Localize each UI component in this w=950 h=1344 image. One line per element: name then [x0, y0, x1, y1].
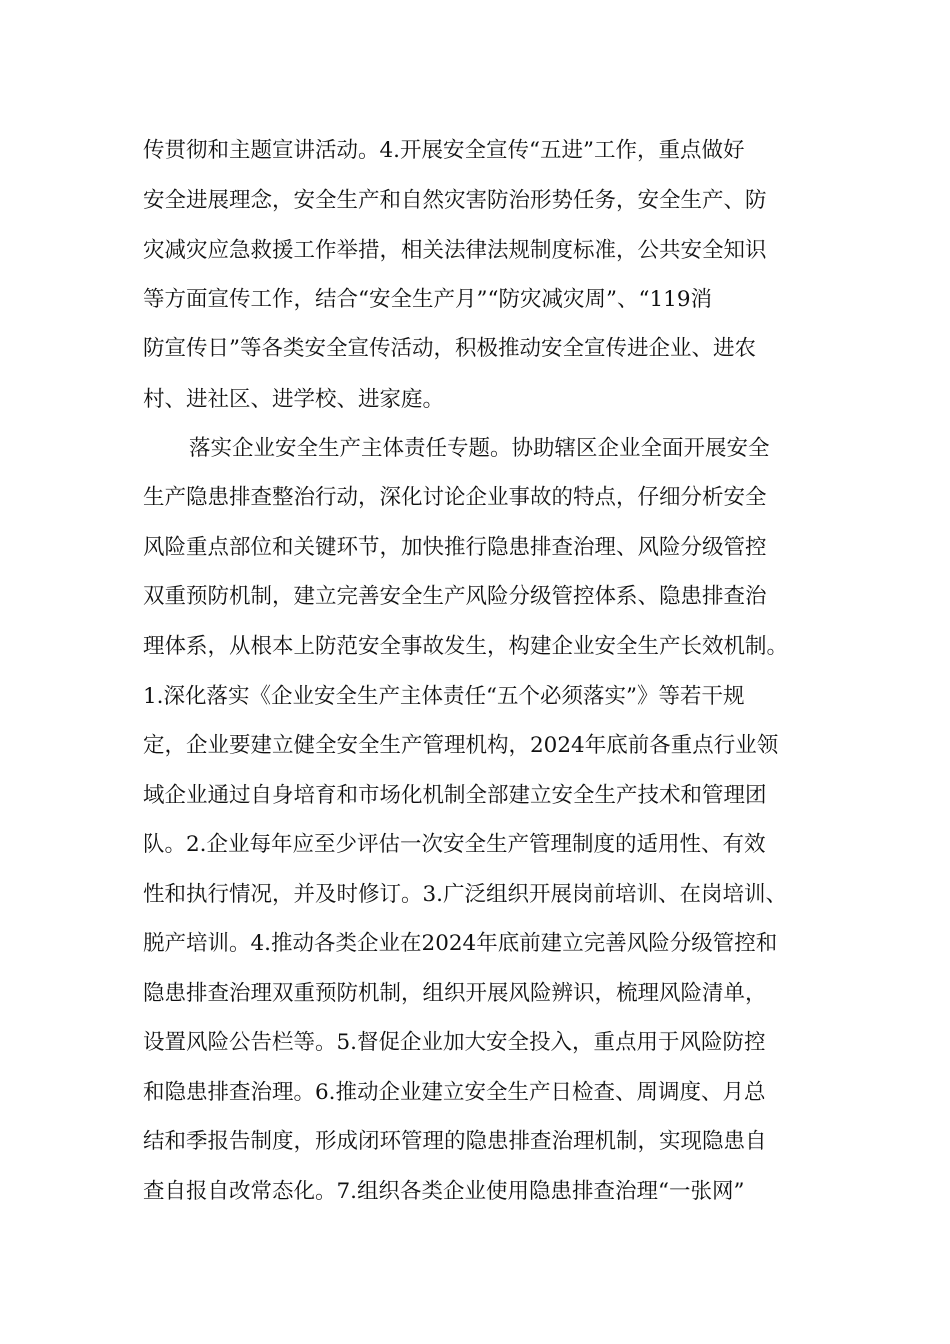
text-line-13: 定，企业要建立健全安全生产管理机构，2024年底前各重点行业领: [143, 733, 779, 758]
text-line-1: 传贯彻和主题宣讲活动。4.开展安全宣传“五进”工作，重点做好: [143, 138, 745, 163]
text-line-22: 查自报自改常态化。7.组织各类企业使用隐患排查治理“一张网”: [143, 1179, 745, 1204]
text-line-2: 安全进展理念，安全生产和自然灾害防治形势任务，安全生产、防: [143, 188, 767, 213]
text-line-21: 结和季报告制度，形成闭环管理的隐患排查治理机制，实现隐患自: [143, 1129, 767, 1154]
text-line-19: 设置风险公告栏等。5.督促企业加大安全投入，重点用于风险防控: [143, 1030, 766, 1055]
text-line-8: 生产隐患排查整治行动，深化讨论企业事故的特点，仔细分析安全: [143, 485, 767, 510]
text-line-16: 性和执行情况，并及时修订。3.广泛组织开展岗前培训、在岗培训、: [143, 882, 788, 907]
text-line-12: 1.深化落实《企业安全生产主体责任“五个必须落实”》等若干规: [143, 684, 745, 709]
text-line-4: 等方面宣传工作，结合“安全生产月”“防灾减灾周”、“119消: [143, 287, 712, 312]
text-line-18: 隐患排查治理双重预防机制，组织开展风险辨识，梳理风险清单，: [143, 981, 767, 1006]
text-line-6: 村、进社区、进学校、进家庭。: [143, 387, 445, 412]
text-line-3: 灾减灾应急救援工作举措，相关法律法规制度标准，公共安全知识: [143, 238, 767, 263]
text-line-14: 域企业通过自身培育和市场化机制全部建立安全生产技术和管理团: [143, 783, 767, 808]
text-line-11: 理体系，从根本上防范安全事故发生，构建企业安全生产长效机制。: [143, 634, 789, 659]
text-line-17: 脱产培训。4.推动各类企业在2024年底前建立完善风险分级管控和: [143, 931, 778, 956]
text-line-5: 防宣传日”等各类安全宣传活动，积极推动安全宣传进企业、进农: [143, 336, 756, 361]
text-line-9: 风险重点部位和关键环节，加快推行隐患排查治理、风险分级管控: [143, 535, 767, 560]
text-line-10: 双重预防机制，建立完善安全生产风险分级管控体系、隐患排查治: [143, 584, 767, 609]
paragraph-start-line: 落实企业安全生产主体责任专题。协助辖区企业全面开展安全: [189, 436, 770, 461]
text-line-15: 队。2.企业每年应至少评估一次安全生产管理制度的适用性、有效: [143, 832, 766, 857]
text-line-20: 和隐患排查治理。6.推动企业建立安全生产日检查、周调度、月总: [143, 1080, 766, 1105]
